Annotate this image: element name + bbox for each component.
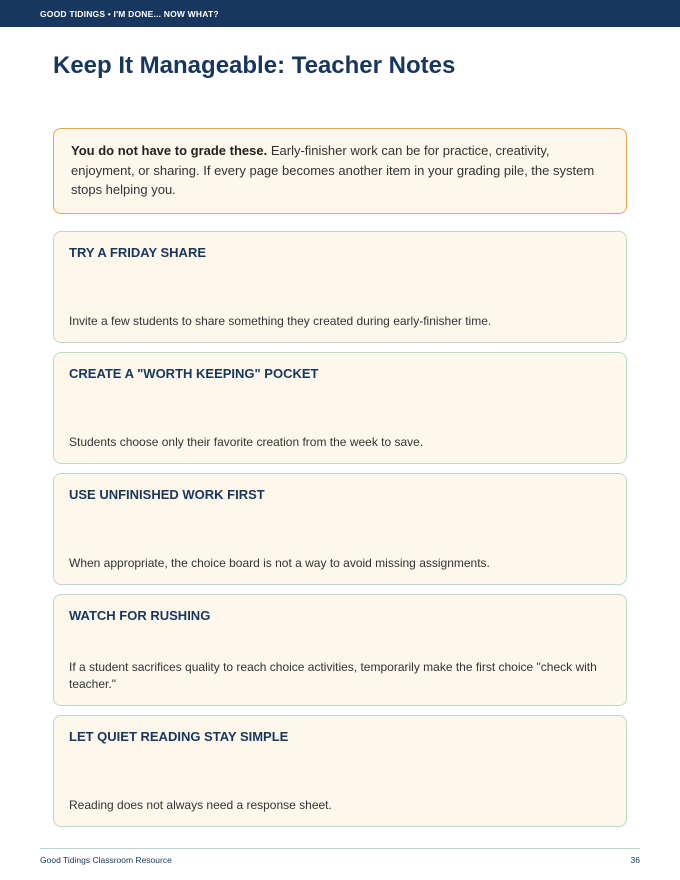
card-body: If a student sacrifices quality to reach choice activities, temporarily make the first choice "check with teacher." bbox=[69, 660, 597, 691]
callout-text: Early-finisher work can be for practice, creativity, enjoyment, or sharing. If every page becomes another item in your grading pile, the system stops helping you. bbox=[71, 143, 595, 197]
card-body: Students choose only their favorite creation from the week to save. bbox=[69, 435, 424, 449]
page-number: 36 bbox=[630, 855, 640, 865]
footer-divider bbox=[40, 848, 640, 849]
note-card-watch-rushing bbox=[53, 594, 627, 706]
card-body: Invite a few students to share something they created during early-finisher time. bbox=[69, 314, 492, 328]
footer-source: Good Tidings Classroom Resource bbox=[40, 855, 172, 865]
note-card-quiet-reading bbox=[53, 715, 627, 827]
card-body: Reading does not always need a response sheet. bbox=[69, 798, 332, 812]
card-title: LET QUIET READING STAY SIMPLE bbox=[69, 729, 289, 744]
note-card-unfinished-work bbox=[53, 473, 627, 585]
card-title: TRY A FRIDAY SHARE bbox=[69, 245, 207, 260]
card-title: USE UNFINISHED WORK FIRST bbox=[69, 487, 265, 502]
running-title: GOOD TIDINGS • I'M DONE... NOW WHAT? bbox=[40, 9, 219, 19]
card-body: When appropriate, the choice board is not a way to avoid missing assignments. bbox=[69, 556, 490, 570]
callout-bold: You do not have to grade these. bbox=[71, 143, 268, 158]
page-title: Keep It Manageable: Teacher Notes bbox=[53, 52, 456, 79]
note-card-worth-keeping bbox=[53, 352, 627, 464]
header-bar bbox=[0, 0, 680, 27]
note-card-friday-share bbox=[53, 231, 627, 343]
card-title: CREATE A "WORTH KEEPING" POCKET bbox=[69, 366, 319, 381]
card-title: WATCH FOR RUSHING bbox=[69, 608, 211, 623]
callout-box bbox=[53, 128, 627, 214]
